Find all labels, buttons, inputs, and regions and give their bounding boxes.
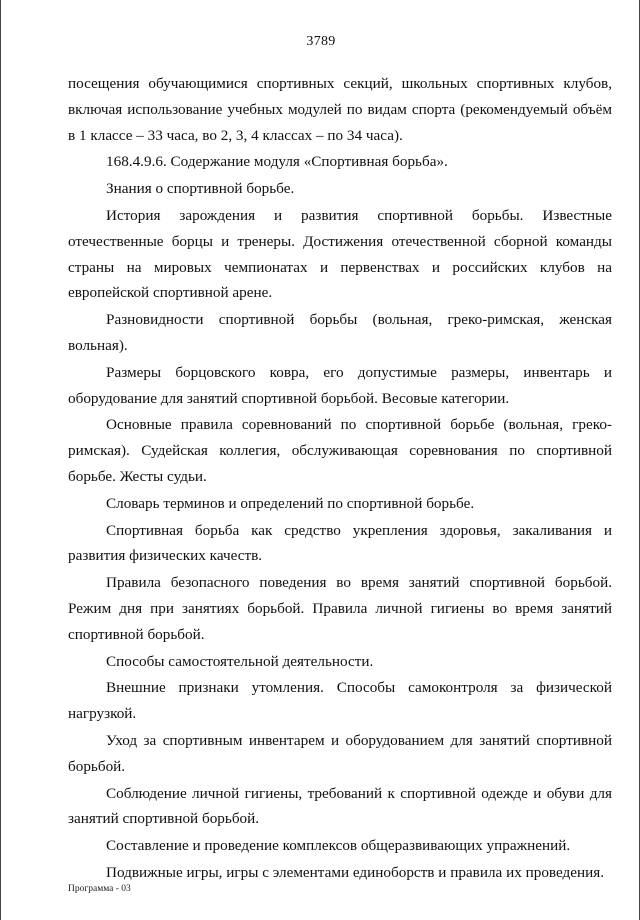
paragraph-hygiene: Соблюдение личной гигиены, требований к спортивной одежде и обуви для занятий спортивной борьбой. [68, 784, 612, 828]
page-number: 3789 [306, 34, 336, 49]
page-body [68, 71, 612, 886]
paragraph-varieties: Разновидности спортивной борьбы (вольная, греко-римская, женская вольная). [68, 311, 612, 354]
paragraph-health: Спортивная борьба как средство укрепления здоровья, закаливания и развития физических качеств. [68, 521, 612, 565]
paragraph-rules: Основные правила соревнований по спортивной борьбе (вольная, греко-римская). Судейская коллегия, обслуживающая соревнования по спортивной борьбе. Жесты судьи. [68, 416, 612, 485]
subsection-title-independent: Способы самостоятельной деятельности. [106, 652, 374, 670]
paragraph-safety: Правила безопасного поведения во время занятий спортивной борьбой. Режим дня при занятиях борьбой. Правила личной гигиены во время занятий спортивной борьбой. [68, 574, 612, 643]
paragraph-mat-sizes: Размеры борцовского ковра, его допустимые размеры, инвентарь и оборудование для занятий спортивной борьбой. Весовые категории. [68, 363, 612, 407]
section-heading: 168.4.9.6. Содержание модуля «Спортивная борьба». [106, 153, 448, 171]
page-footer: Программа - 03 [68, 884, 131, 894]
paragraph-fatigue: Внешние признаки утомления. Способы самоконтроля за физической нагрузкой. [68, 679, 612, 723]
paragraph-games: Подвижные игры, игры с элементами единоборств и правила их проведения. [106, 863, 605, 881]
paragraph-glossary: Словарь терминов и определений по спортивной борьбе. [106, 494, 475, 512]
paragraph-history: История зарождения и развития спортивной борьбы. Известные отечественные борцы и тренеры. Достижения отечественной сборной команды страны на мировых чемпионатах и первенствах и российских клубов на европейской спортивной арене. [68, 206, 612, 302]
paragraph-equipment-care: Уход за спортивным инвентарем и оборудованием для занятий спортивной борьбой. [68, 731, 612, 775]
subsection-title-knowledge: Знания о спортивной борьбе. [106, 180, 295, 198]
paragraph-continuation: посещения обучающимися спортивных секций, школьных спортивных клубов, включая использование учебных модулей по видам спорта (рекомендуемый объём в 1 классе – 33 часа, во 2, 3, 4 классах – по 34 часа). [68, 75, 612, 144]
paragraph-exercises: Составление и проведение комплексов общеразвивающих упражнений. [106, 837, 571, 855]
